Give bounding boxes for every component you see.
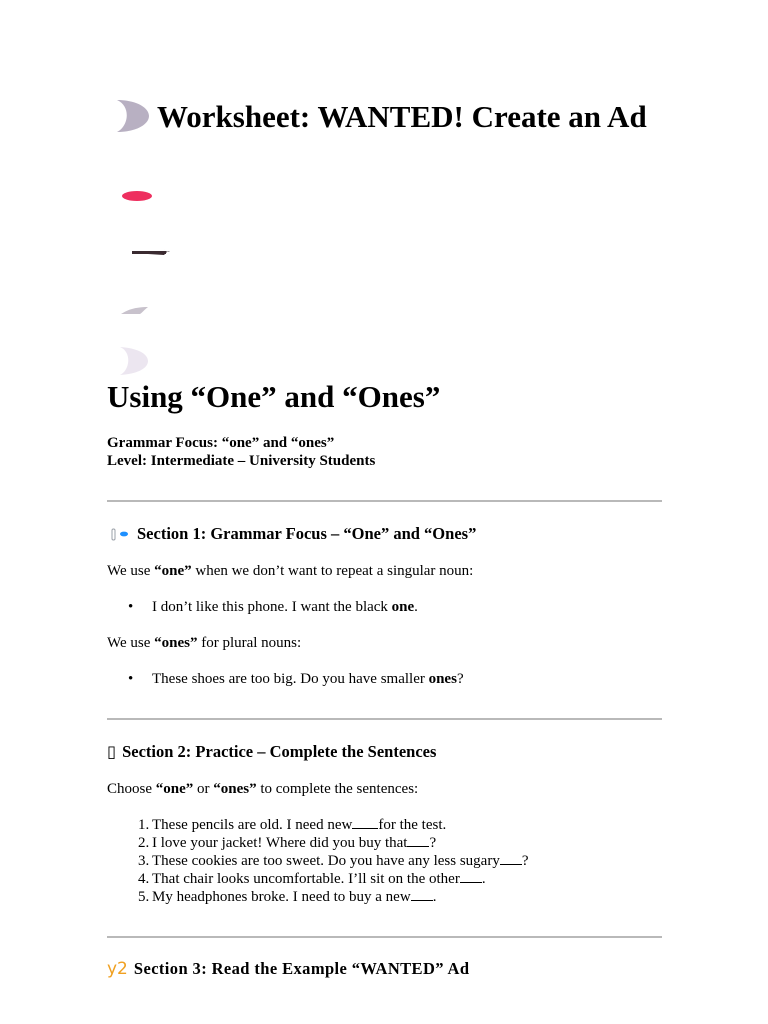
item-text: These pencils are old. I need new: [152, 817, 353, 833]
section1-paragraph-1: [107, 563, 473, 580]
item-text: These cookies are too sweet. Do you have any less sugary: [152, 853, 500, 869]
item-text: ?: [521, 853, 529, 869]
item-text: .: [481, 871, 486, 887]
divider: [107, 718, 662, 720]
example-bullet-1: [128, 599, 418, 616]
section1-paragraph-2: [107, 635, 301, 652]
text: I don’t like this phone. I want the black: [152, 599, 392, 615]
answer-blank[interactable]: [352, 816, 378, 829]
level: Level: Intermediate – University Students: [107, 453, 376, 469]
dark-arrow-icon: [128, 242, 174, 260]
section2-title: Section 2: Practice – Complete the Sentences: [122, 742, 437, 761]
item-number: 2.: [138, 835, 150, 851]
bold-term: “one”: [154, 563, 192, 579]
item-text: .: [432, 889, 437, 905]
pink-oval-icon: [118, 186, 158, 206]
title-row: [107, 94, 647, 138]
meta-block: [107, 434, 375, 470]
section2-instructions: [107, 781, 418, 798]
bold-term: “ones”: [213, 781, 257, 797]
section3-title: Section 3: Read the Example “WANTED” Ad: [133, 959, 470, 978]
missing-glyph-icon: ▯: [107, 742, 117, 761]
text: .: [414, 599, 418, 615]
worksheet-title: Worksheet: WANTED! Create an Ad: [157, 98, 647, 134]
practice-list: [107, 816, 528, 906]
section3-heading: [107, 959, 469, 979]
item-text: ?: [429, 835, 437, 851]
crescent-icon: [107, 94, 155, 138]
grammar-focus: Grammar Focus: “one” and “ones”: [107, 435, 335, 451]
divider: [107, 936, 662, 938]
item-text: for the test.: [378, 817, 447, 833]
bold-term: “one”: [155, 781, 194, 797]
text: or: [193, 781, 214, 797]
list-item: [107, 834, 528, 852]
list-item: [107, 870, 528, 888]
list-item: [107, 816, 528, 834]
bold-term: one: [391, 599, 415, 615]
text: We use: [107, 563, 155, 579]
pen-icon: [107, 526, 131, 542]
divider: [107, 500, 662, 502]
answer-blank[interactable]: [407, 834, 429, 847]
item-text: My headphones broke. I need to buy a new: [152, 889, 411, 905]
text: to complete the sentences:: [256, 781, 419, 797]
bullet-dot: •: [128, 599, 134, 615]
item-number: 3.: [138, 853, 150, 869]
item-number: 1.: [138, 817, 150, 833]
text: for plural nouns:: [197, 635, 302, 651]
light-crescent-icon: [112, 344, 154, 378]
answer-blank[interactable]: [411, 888, 433, 901]
text: ?: [456, 671, 464, 687]
bold-term: “ones”: [154, 635, 198, 651]
gray-sliver-icon: [118, 302, 152, 318]
section2-heading: [107, 742, 436, 762]
section1-title: Section 1: Grammar Focus – “One” and “Ones”: [137, 524, 477, 543]
answer-blank[interactable]: [500, 852, 522, 865]
answer-blank[interactable]: [460, 870, 482, 883]
item-text: I love your jacket! Where did you buy that: [152, 835, 408, 851]
list-item: [107, 888, 528, 906]
bold-term: ones: [428, 671, 457, 687]
page-heading: Using “One” and “Ones”: [107, 379, 441, 414]
item-text: That chair looks uncomfortable. I’ll sit on the other: [152, 871, 460, 887]
text: We use: [107, 635, 155, 651]
newspaper-icon: y2: [107, 959, 128, 979]
text: These shoes are too big. Do you have smaller: [152, 671, 429, 687]
bullet-dot: •: [128, 671, 134, 687]
text: Choose: [107, 781, 156, 797]
text: when we don’t want to repeat a singular noun:: [191, 563, 474, 579]
example-bullet-2: [128, 671, 464, 688]
item-number: 4.: [138, 871, 150, 887]
section1-heading: [107, 524, 476, 544]
item-number: 5.: [138, 889, 150, 905]
list-item: [107, 852, 528, 870]
